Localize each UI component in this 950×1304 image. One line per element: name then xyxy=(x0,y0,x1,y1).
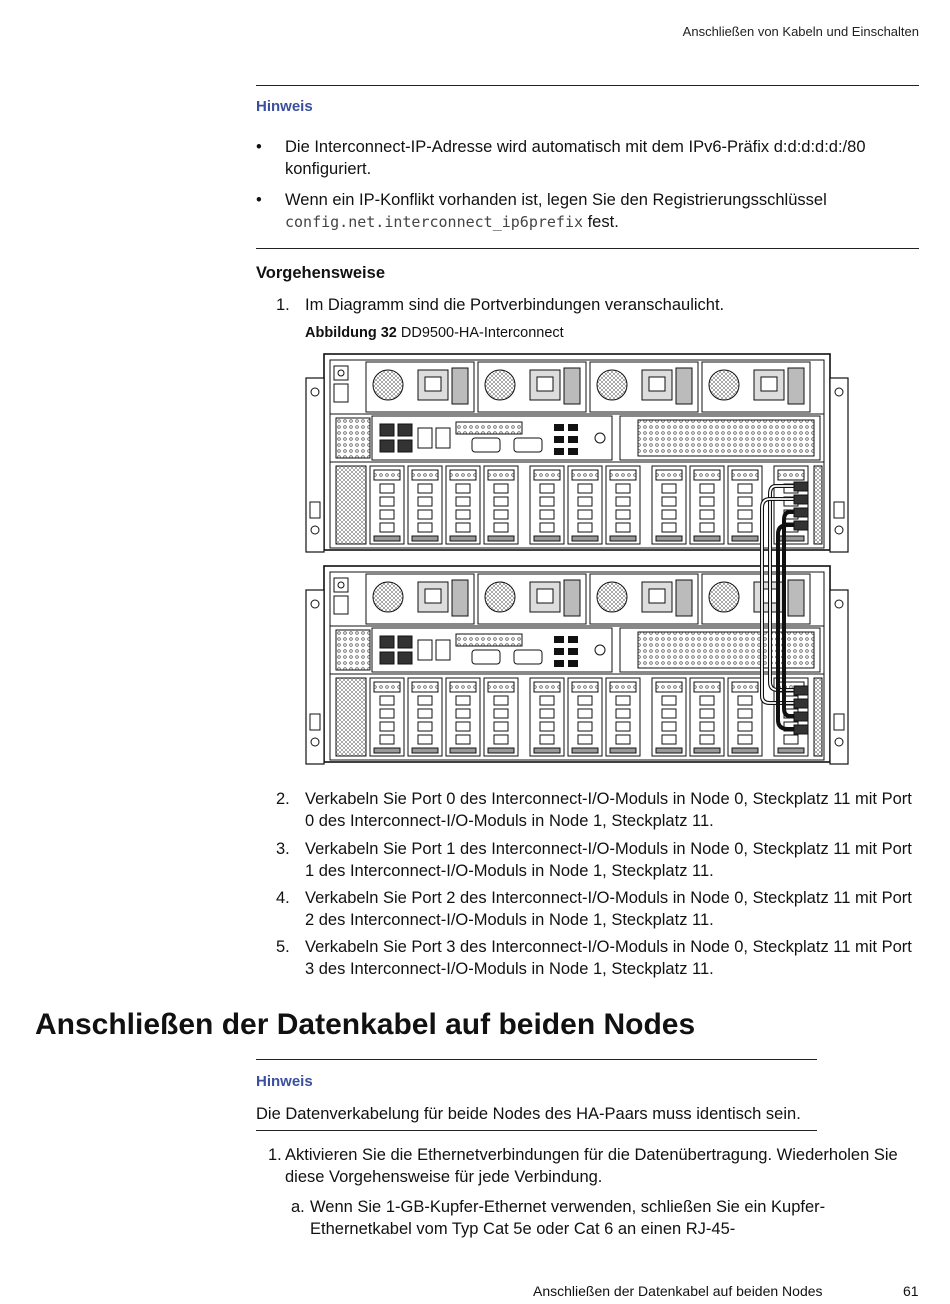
step-number: 4. xyxy=(276,889,290,907)
note-text: Die Datenverkabelung für beide Nodes des HA-Paars muss identisch sein. xyxy=(256,1105,801,1123)
section2-step-text: Aktivieren Sie die Ethernetverbindungen für die Datenübertragung. Wiederholen Sie diese Vorgehensweise für jede Verbindung. xyxy=(285,1146,898,1186)
figure-label: Abbildung 32 xyxy=(305,325,397,341)
page-number: 61 xyxy=(903,1283,919,1299)
step-number: 5. xyxy=(276,938,290,956)
note-top-rule xyxy=(256,1059,817,1060)
step-number: 2. xyxy=(276,790,290,808)
step-number: 1. xyxy=(276,296,290,314)
note-top-rule xyxy=(256,85,919,86)
registry-key-code: config.net.interconnect_ip6prefix xyxy=(285,213,584,231)
note-title: Hinweis xyxy=(256,1073,313,1090)
bullet-glyph: • xyxy=(256,138,262,156)
note-bottom-rule xyxy=(256,248,919,249)
note-bullet xyxy=(256,136,916,180)
node-1-chassis xyxy=(306,566,848,764)
substep-letter: a. xyxy=(291,1198,305,1216)
section2-step-number: 1. xyxy=(268,1146,282,1164)
figure-caption xyxy=(305,325,564,341)
note-title: Hinweis xyxy=(256,98,313,115)
note-bottom-rule xyxy=(256,1130,817,1131)
step-text: Verkabeln Sie Port 2 des Interconnect-I/O-Moduls in Node 0, Steckplatz 11 mit Port 2 des Interconnect-I/O-Moduls in Node 1, Steckplatz 11. xyxy=(305,889,912,929)
bullet-glyph: • xyxy=(256,191,262,209)
step-text: Verkabeln Sie Port 0 des Interconnect-I/O-Moduls in Node 0, Steckplatz 11 mit Port 0 des Interconnect-I/O-Moduls in Node 1, Steckplatz 11. xyxy=(305,790,912,830)
substep-text: Wenn Sie 1-GB-Kupfer-Ethernet verwenden, schließen Sie ein Kupfer-Ethernetkabel vom Typ Cat 5e oder Cat 6 an einen RJ-45- xyxy=(310,1198,826,1238)
note-bullet xyxy=(256,189,916,233)
node-0-chassis xyxy=(306,354,848,552)
step-text: Verkabeln Sie Port 3 des Interconnect-I/O-Moduls in Node 0, Steckplatz 11 mit Port 3 des Interconnect-I/O-Moduls in Node 1, Steckplatz 11. xyxy=(305,938,912,978)
note-bullet-suffix: fest. xyxy=(583,213,619,231)
footer-title: Anschließen der Datenkabel auf beiden Nodes xyxy=(533,1283,823,1299)
ha-interconnect-diagram xyxy=(300,352,855,768)
step-text: Im Diagramm sind die Portverbindungen veranschaulicht. xyxy=(305,296,725,314)
note-bullet-text: Die Interconnect-IP-Adresse wird automatisch mit dem IPv6-Präfix d:d:d:d:d:/80 konfiguriert. xyxy=(285,138,866,178)
note-bullet-text xyxy=(285,189,925,233)
procedure-title: Vorgehensweise xyxy=(256,264,385,282)
section-heading: Anschließen der Datenkabel auf beiden Nodes xyxy=(35,1008,696,1041)
note-bullet-prefix: Wenn ein IP-Konflikt vorhanden ist, legen Sie den Registrierungsschlüssel xyxy=(285,191,827,209)
running-header: Anschließen von Kabeln und Einschalten xyxy=(682,24,919,39)
step-number: 3. xyxy=(276,840,290,858)
step-text: Verkabeln Sie Port 1 des Interconnect-I/O-Moduls in Node 0, Steckplatz 11 mit Port 1 des Interconnect-I/O-Moduls in Node 1, Steckplatz 11. xyxy=(305,840,912,880)
figure-caption-text: DD9500-HA-Interconnect xyxy=(400,325,564,341)
